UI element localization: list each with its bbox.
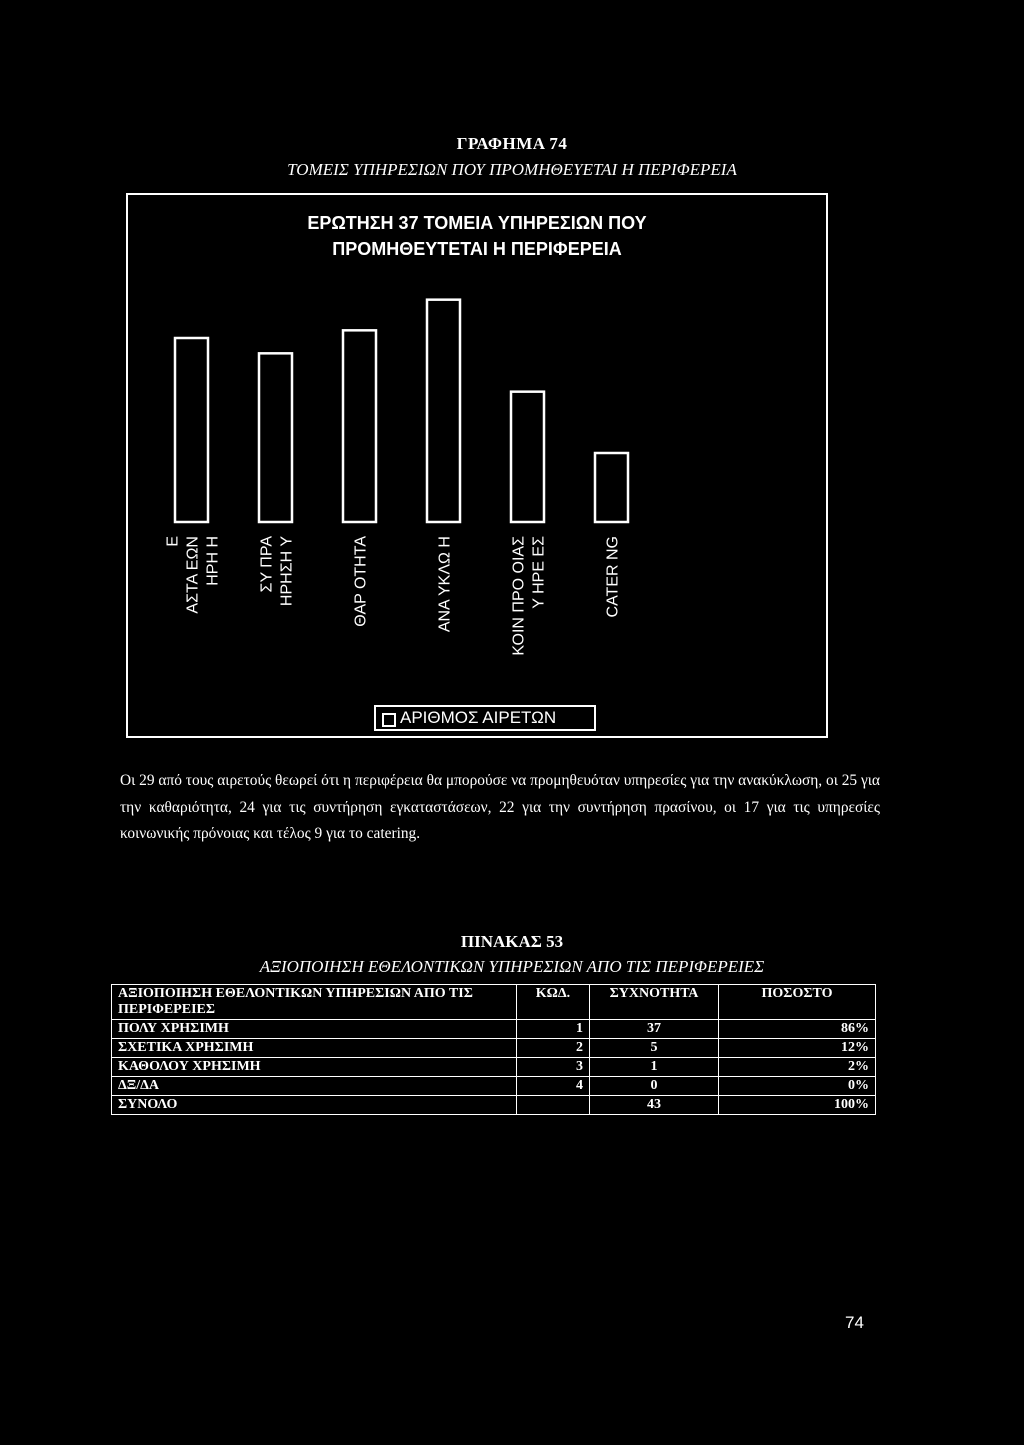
table-row (112, 1077, 876, 1096)
category-label-0-2: ΗΡΗ Η (204, 536, 222, 586)
table-caption: ΑΞΙΟΠΟΙΗΣΗ ΕΘΕΛΟΝΤΙΚΩΝ ΥΠΗΡΕΣΙΩΝ ΑΠΟ ΤΙΣ ΠΕΡΙΦΕΡΕΙΕΣ (259, 957, 765, 976)
legend-swatch (382, 713, 396, 727)
row-label: ΠΟΛΥ ΧΡΗΣΙΜΗ (112, 1020, 517, 1039)
row-percent: 100% (719, 1096, 876, 1115)
header-category: ΑΞΙΟΠΟΙΗΣΗ ΕΘΕΛΟΝΤΙΚΩΝ ΥΠΗΡΕΣΙΩΝ ΑΠΟ ΤΙΣ ΠΕΡΙΦΕΡΕΙΕΣ (112, 985, 517, 1020)
category-label-2-0: ΘΑΡ ΟΤΗΤΑ (352, 536, 370, 627)
table-row (112, 1039, 876, 1058)
chart-frame (126, 193, 828, 738)
row-code: 3 (517, 1058, 590, 1077)
row-label: ΣΥΝΟΛΟ (112, 1096, 517, 1115)
row-percent: 12% (719, 1039, 876, 1058)
table-header-row (112, 985, 876, 1020)
page-number: 74 (845, 1313, 864, 1332)
bar-0 (175, 338, 208, 522)
table-label: ΠΙΝΑΚΑΣ 53 (460, 932, 564, 951)
legend-label: ΑΡΙΘΜΟΣ ΑΙΡΕΤΩΝ (400, 708, 557, 727)
category-label-0-0: Ε (164, 536, 182, 547)
figure-caption: ΤΟΜΕΙΣ ΥΠΗΡΕΣΙΩΝ ΠΟΥ ΠΡΟΜΗΘΕΥΕΤΑΙ Η ΠΕΡΙΦΕΡΕΙΑ (287, 160, 737, 179)
row-label: ΚΑΘΟΛΟΥ ΧΡΗΣΙΜΗ (112, 1058, 517, 1077)
table-row (112, 1058, 876, 1077)
row-code (517, 1096, 590, 1115)
row-frequency: 1 (590, 1058, 719, 1077)
row-frequency: 0 (590, 1077, 719, 1096)
bar-chart (128, 195, 826, 736)
category-label-4-1: Υ ΗΡΕ ΕΣ (530, 536, 548, 609)
row-percent: 2% (719, 1058, 876, 1077)
row-frequency: 5 (590, 1039, 719, 1058)
header-frequency: ΣΥΧΝΟΤΗΤΑ (590, 985, 719, 1020)
table-row (112, 1020, 876, 1039)
row-percent: 0% (719, 1077, 876, 1096)
bar-4 (511, 392, 544, 522)
row-code: 2 (517, 1039, 590, 1058)
row-code: 4 (517, 1077, 590, 1096)
bar-3 (427, 300, 460, 522)
category-label-0-1: ΑΣΤΑ ΕΩΝ (184, 536, 202, 614)
row-code: 1 (517, 1020, 590, 1039)
chart-title-line2: ΠΡΟΜΗΘΕΥΤΕΤΑΙ Η ΠΕΡΙΦΕΡΕΙΑ (332, 239, 622, 259)
bar-5 (595, 453, 628, 522)
header-code: ΚΩΔ. (517, 985, 590, 1020)
category-label-4-0: ΚΟΙΝ ΠΡΟ ΟΙΑΣ (510, 536, 528, 656)
body-paragraph: Οι 29 από τους αιρετούς θεωρεί ότι η περιφέρεια θα μπορούσε να προμηθευόταν υπηρεσίες για την ανακύκλωση, οι 25 για την καθαριότητα, 24 για τις συντήρηση εγκαταστάσεων, 22 για την συντήρηση πρασίνου, οι 17 για τις υπηρεσίες κοινωνικής πρόνοιας και τέλος 9 για το catering. (120, 772, 880, 842)
table-total-row (112, 1096, 876, 1115)
category-label-3-0: ΑΝΑ ΥΚΛΩ Η (436, 536, 454, 633)
header-percent: ΠΟΣΟΣΤΟ (719, 985, 876, 1020)
bar-2 (343, 330, 376, 522)
row-frequency: 43 (590, 1096, 719, 1115)
row-label: ΔΞ/ΔΑ (112, 1077, 517, 1096)
category-label-1-0: ΣΥ ΠΡΑ (258, 536, 276, 593)
row-percent: 86% (719, 1020, 876, 1039)
chart-title-line1: ΕΡΩΤΗΣΗ 37 ΤΟΜΕΙΑ ΥΠΗΡΕΣΙΩΝ ΠΟΥ (307, 213, 647, 233)
category-label-5-0: CATER NG (604, 536, 622, 618)
bar-1 (259, 353, 292, 522)
data-table (111, 984, 876, 1115)
category-label-1-1: ΗΡΗΣΗ Υ (278, 536, 296, 607)
figure-label: ΓΡΑΦΗΜΑ 74 (456, 134, 568, 153)
chart-legend (374, 705, 596, 731)
row-label: ΣΧΕΤΙΚΑ ΧΡΗΣΙΜΗ (112, 1039, 517, 1058)
row-frequency: 37 (590, 1020, 719, 1039)
